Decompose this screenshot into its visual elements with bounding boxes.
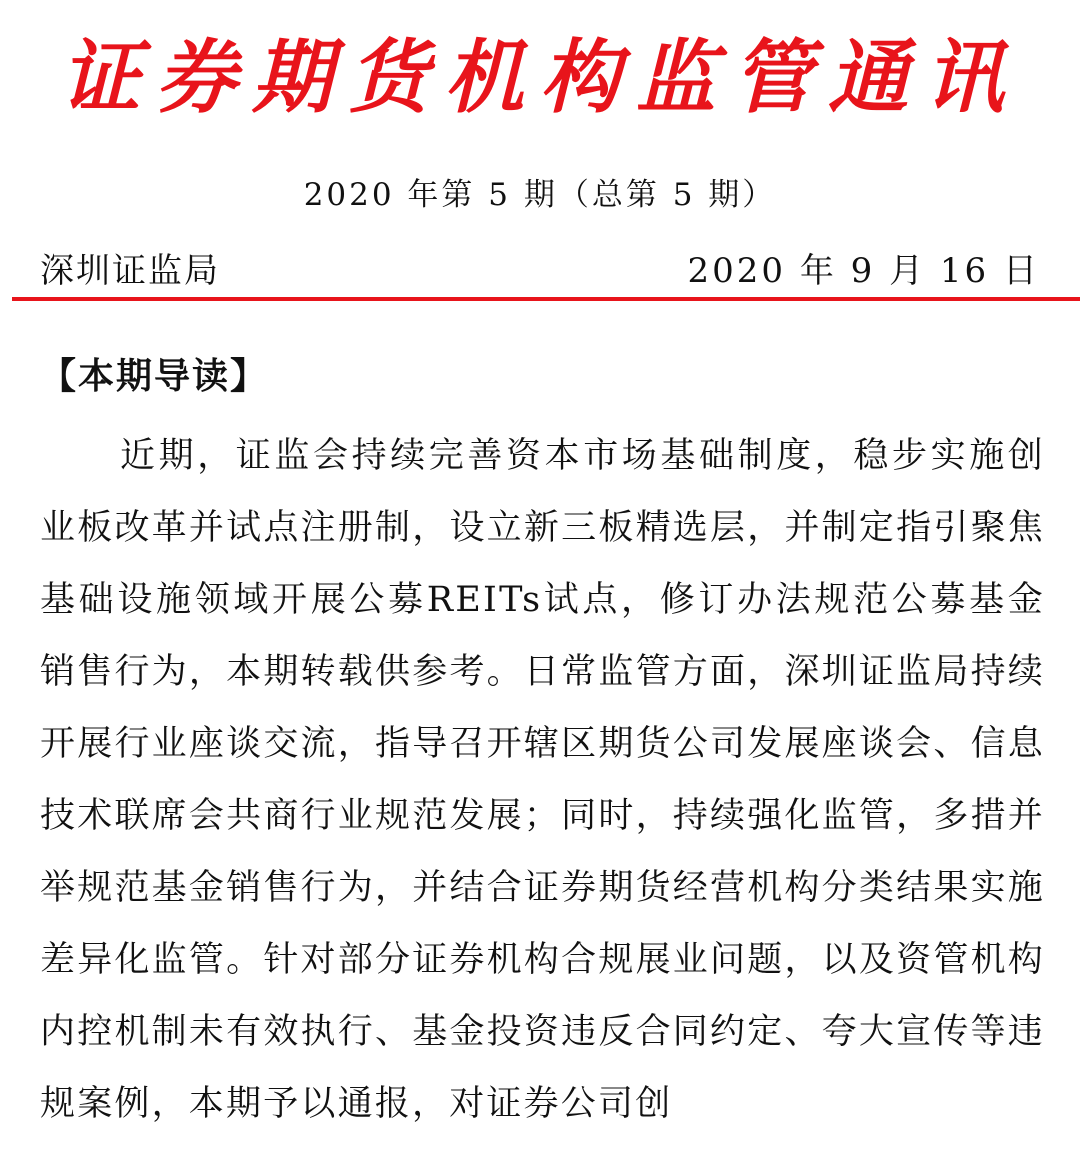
masthead-title: 证券期货机构监管通讯 — [60, 30, 1020, 124]
section-heading: 【本期导读】 — [40, 355, 269, 397]
issuer-name: 深圳证监局 — [40, 251, 220, 291]
body-paragraph: 近期，证监会持续完善资本市场基础制度，稳步实施创业板改革并试点注册制，设立新三板精选层，并制定指引聚焦基础设施领域开展公募REITs试点，修订办法规范公募基金销售行为，本期转载供参考。日常监管方面，深圳证监局持续开展行业座谈交流，指导召开辖区期货公司发展座谈会、信息技术联席会共商行业规范发展；同时，持续强化监管，多措并举规范基金销售行为，并结合证券期货经营机构分类结果实施差异化监管。针对部分证券机构合规展业问题，以及资管机构内控机制未有效执行、基金投资违反合同约定、夸大宣传等违规案例，本期予以通报，对证券公司创 — [40, 436, 1045, 1124]
issue-number: 2020 年第 5 期（总第 5 期） — [303, 177, 777, 213]
publication-date: 2020 年 9 月 16 日 — [687, 251, 1040, 291]
header-divider — [12, 297, 1080, 301]
